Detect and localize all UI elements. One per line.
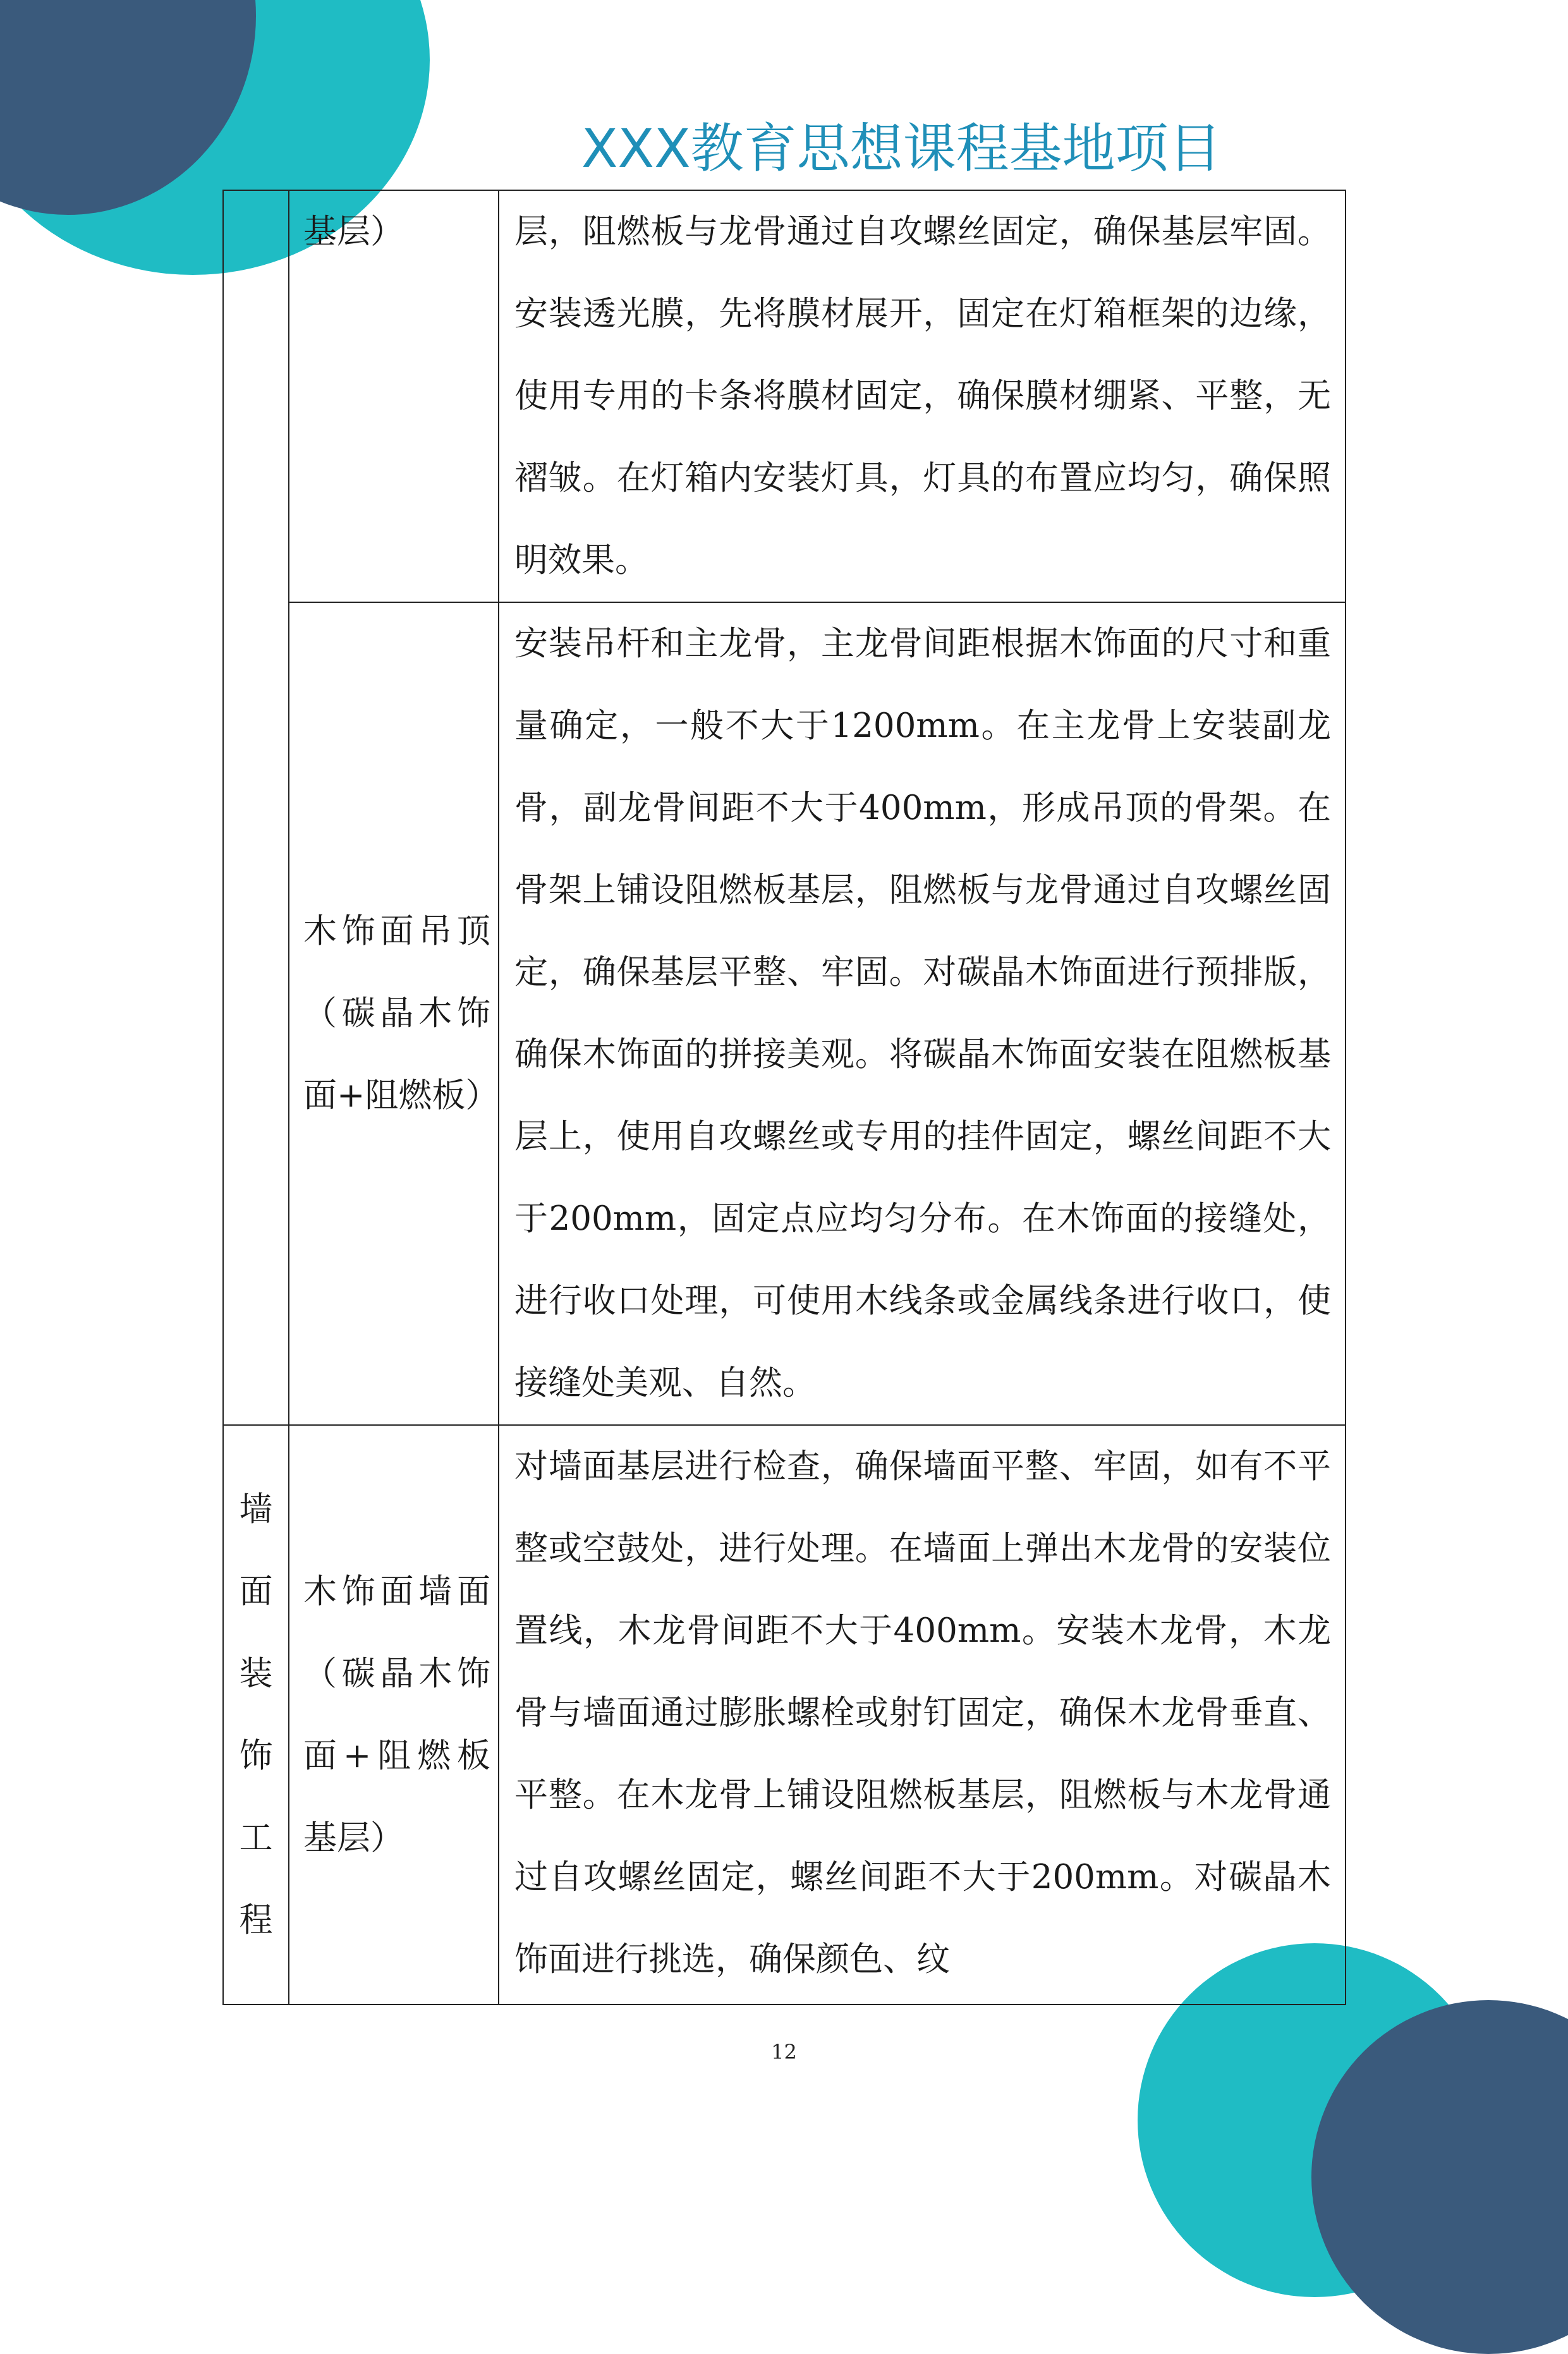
construction-method-table bbox=[222, 190, 1346, 2005]
table-cell-item bbox=[289, 190, 499, 602]
item-label: 基层） bbox=[303, 212, 404, 251]
table-row bbox=[223, 602, 1346, 1425]
table-cell-item bbox=[289, 1425, 499, 2005]
table-cell-item bbox=[289, 602, 499, 1425]
table-row bbox=[223, 1425, 1346, 2005]
table-cell-content bbox=[499, 602, 1346, 1425]
content-text: 安装吊杆和主龙骨，主龙骨间距根据木饰面的尺寸和重量确定，一般不大于1200mm。在主龙骨上安装副龙骨，副龙骨间距不大于400mm，形成吊顶的骨架。在骨架上铺设阻燃板基层，阻燃板与龙骨通过自攻螺丝固定，确保基层平整、牢固。对碳晶木饰面进行预排版，确保木饰面的拼接美观。将碳晶木饰面安装在阻燃板基层上，使用自攻螺丝或专用的挂件固定，螺丝间距不大于200mm，固定点应均匀分布。在木饰面的接缝处，进行收口处理，可使用木线条或金属线条进行收口，使接缝处美观、自然。 bbox=[514, 624, 1331, 1402]
item-label: 木饰面墙面（碳晶木饰面+阻燃板基层） bbox=[303, 1572, 490, 1857]
table-cell-category bbox=[223, 190, 289, 1425]
page-header-title: XXX教育思想课程基地项目 bbox=[581, 118, 1222, 179]
item-label: 木饰面吊顶（碳晶木饰面+阻燃板） bbox=[303, 912, 499, 1115]
table-cell-content bbox=[499, 190, 1346, 602]
category-label: 墙面装饰工程 bbox=[239, 1489, 273, 1939]
content-text: 层，阻燃板与龙骨通过自攻螺丝固定，确保基层牢固。安装透光膜，先将膜材展开，固定在灯箱框架的边缘，使用专用的卡条将膜材固定，确保膜材绷紧、平整，无褶皱。在灯箱内安装灯具，灯具的布置应均匀，确保照明效果。 bbox=[514, 212, 1331, 579]
table-row bbox=[223, 190, 1346, 602]
table-cell-content bbox=[499, 1425, 1346, 2005]
content-text: 对墙面基层进行检查，确保墙面平整、牢固，如有不平整或空鼓处，进行处理。在墙面上弹出木龙骨的安装位置线，木龙骨间距不大于400mm。安装木龙骨，木龙骨与墙面通过膨胀螺栓或射钉固定，确保木龙骨垂直、平整。在木龙骨上铺设阻燃板基层，阻燃板与木龙骨通过自攻螺丝固定，螺丝间距不大于200mm。对碳晶木饰面进行挑选，确保颜色、纹 bbox=[514, 1447, 1331, 1979]
table-cell-category bbox=[223, 1425, 289, 2005]
page-number: 12 bbox=[771, 2040, 797, 2064]
